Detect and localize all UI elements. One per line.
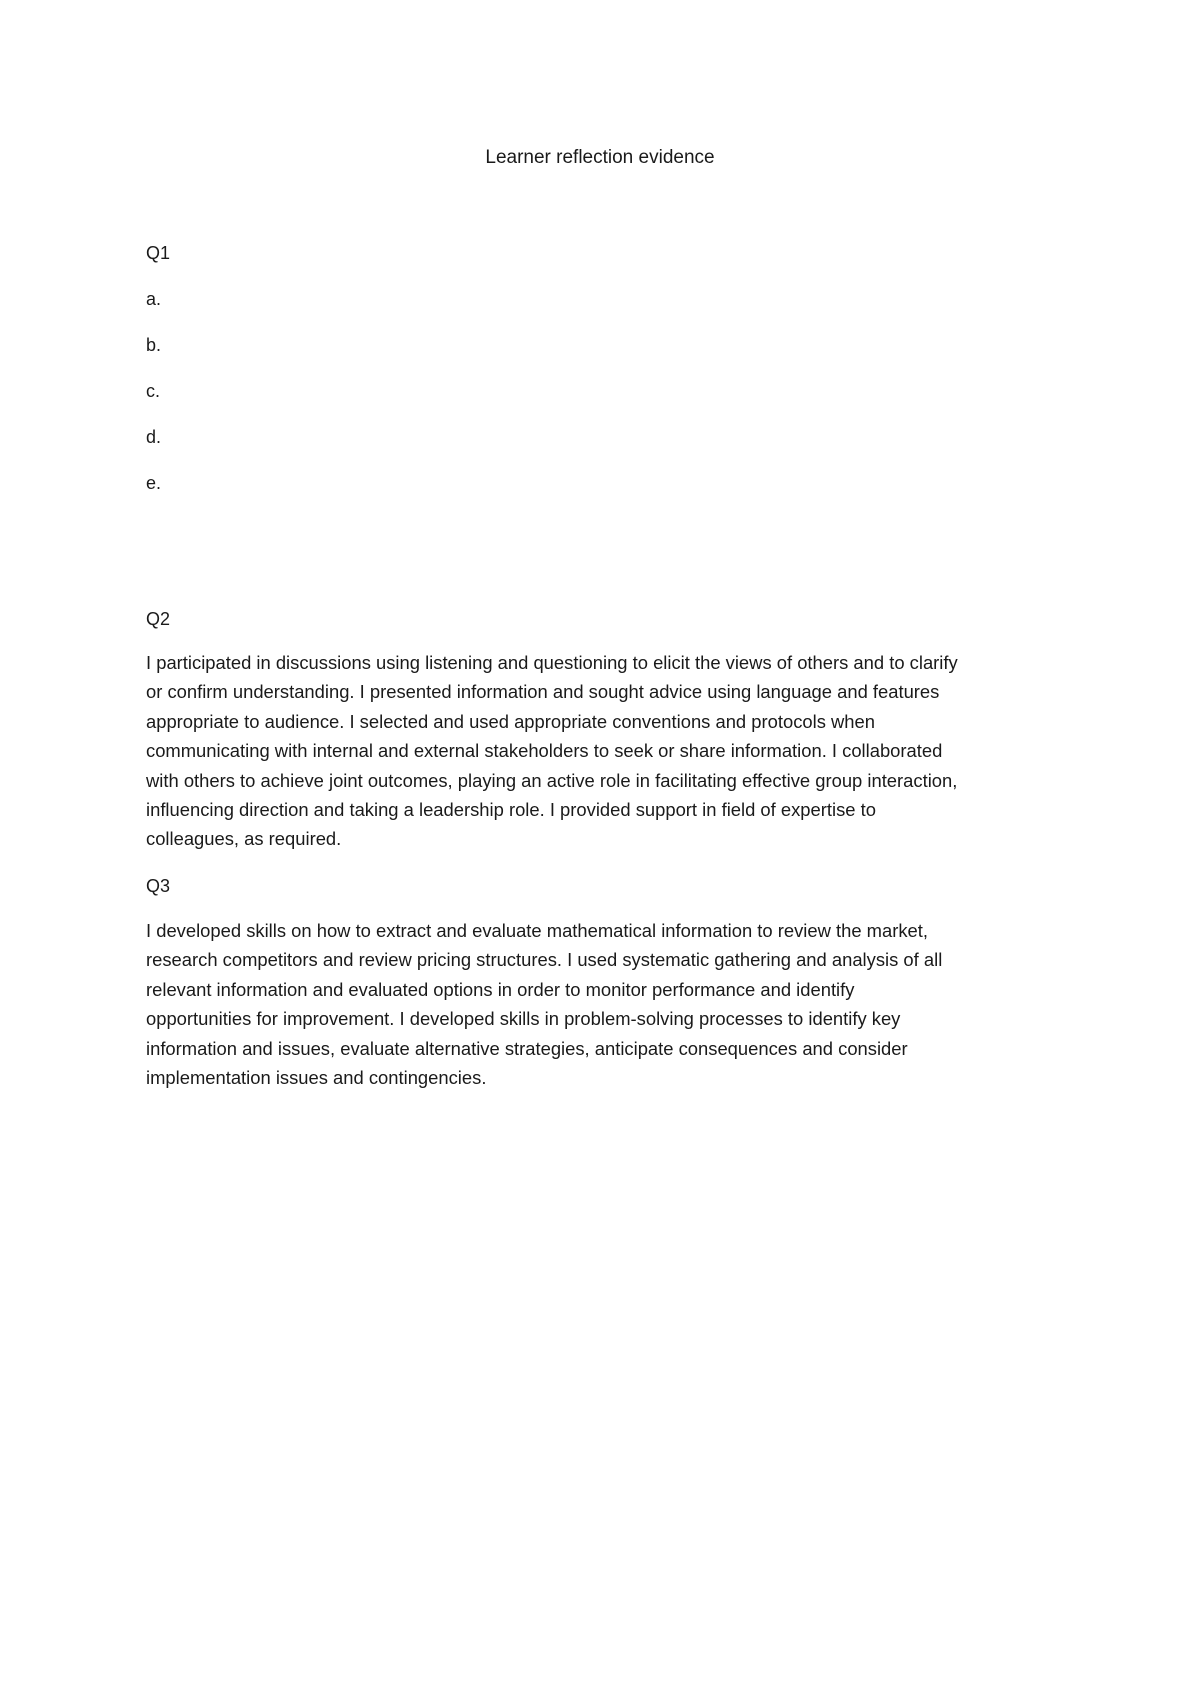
q2-answer-line: I participated in discussions using listening and questioning to elicit the views of others and to clarify (146, 652, 958, 673)
q2-answer-line: with others to achieve joint outcomes, playing an active role in facilitating effective group interaction, (146, 769, 958, 791)
q3-answer-line: opportunities for improvement. I developed skills in problem-solving processes to identify key (146, 1008, 901, 1030)
q2-answer-line: communicating with internal and external stakeholders to seek or share information. I collaborated (146, 740, 943, 762)
q2-heading: Q2 (146, 609, 171, 629)
q3-answer-line: information and issues, evaluate alternative strategies, anticipate consequences and consider (146, 1037, 908, 1059)
q1-heading: Q1 (146, 243, 171, 263)
q3-answer-line: I developed skills on how to extract and evaluate mathematical information to review the market, (146, 920, 928, 941)
document-title: Learner reflection evidence (485, 147, 715, 168)
q2-answer-line: appropriate to audience. I selected and used appropriate conventions and protocols when (146, 710, 875, 732)
q1-item-b: b. (146, 335, 162, 355)
q2-answer (146, 648, 1076, 854)
q3-answer (146, 916, 1076, 1092)
q1-item-e: e. (146, 473, 162, 493)
q3-answer-line: research competitors and review pricing structures. I used systematic gathering and analysis of all (146, 949, 943, 971)
q1-item-c: c. (146, 381, 161, 401)
q2-answer-line: colleagues, as required. (146, 828, 342, 850)
q1-item-a: a. (146, 289, 162, 309)
q3-answer-line: implementation issues and contingencies. (146, 1067, 487, 1089)
q2-answer-line: influencing direction and taking a leadership role. I provided support in field of expertise to (146, 799, 876, 821)
q1-item-d: d. (146, 427, 162, 447)
q3-heading: Q3 (146, 876, 171, 896)
q2-answer-line: or confirm understanding. I presented information and sought advice using language and features (146, 681, 940, 703)
q3-answer-line: relevant information and evaluated options in order to monitor performance and identify (146, 978, 855, 1000)
